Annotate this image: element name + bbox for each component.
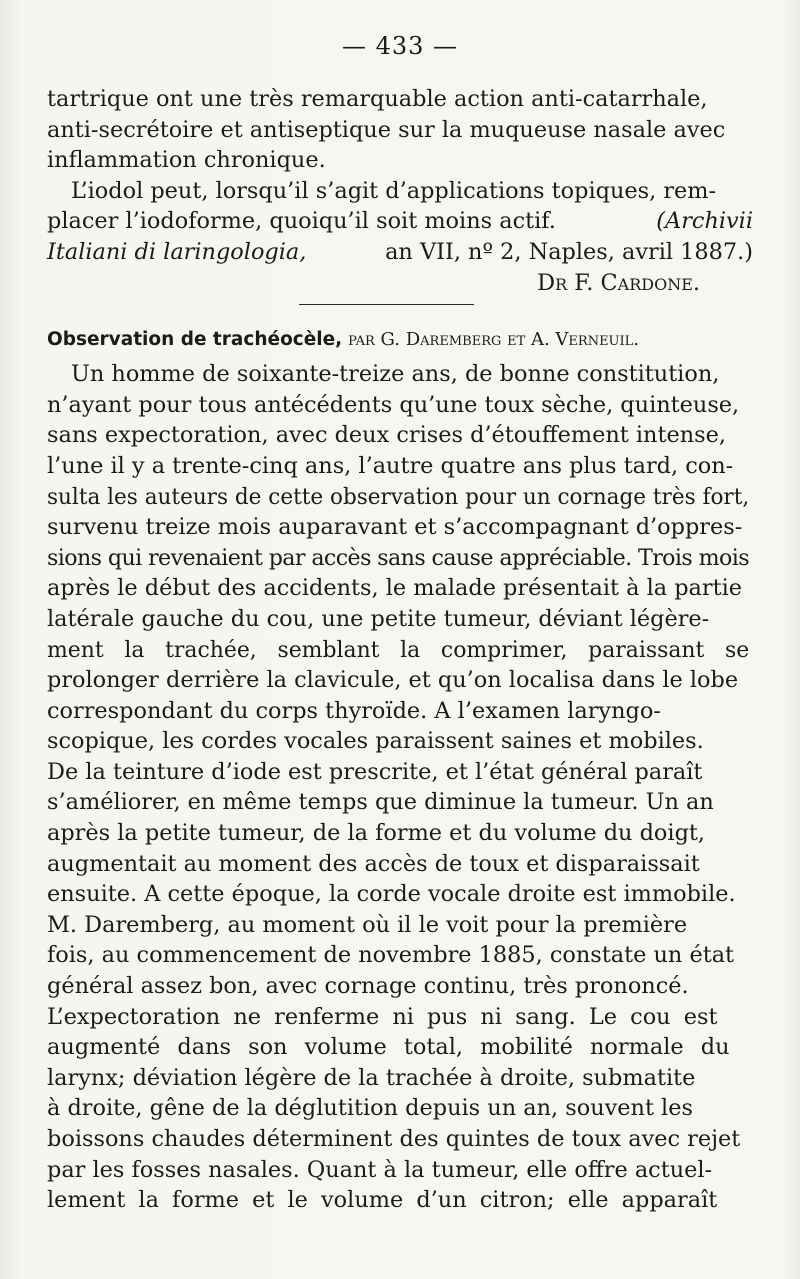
text-line — [47, 1002, 753, 1033]
text-line-content: lement la forme et le volume d’un citron; elle apparaît — [47, 1187, 718, 1214]
text-line-content: L’iodol peut, lorsqu’il s’agit d’applications topiques, rem- — [71, 177, 717, 204]
text-line-content: inflammation chronique. — [47, 147, 326, 174]
text-line-content: l’une il y a trente-cinq ans, l’autre quatre ans plus tard, con- — [47, 452, 734, 479]
text-line — [47, 206, 753, 237]
text-line — [47, 543, 753, 574]
text-line — [47, 910, 753, 941]
text-line — [47, 145, 753, 176]
text-line-content: scopique, les cordes vocales paraissent saines et mobiles. — [47, 728, 704, 755]
text-line — [47, 665, 753, 696]
text-line — [47, 1063, 753, 1094]
text-line — [47, 390, 753, 421]
text-line — [47, 696, 753, 727]
text-line-content: s’améliorer, en même temps que diminue la tumeur. Un an — [47, 789, 714, 816]
text-line — [47, 940, 753, 971]
text-line-content: De la teinture d’iode est prescrite, et l’état général paraît — [47, 758, 703, 785]
text-line-content: larynx; déviation légère de la trachée à droite, submatite — [47, 1064, 696, 1091]
text-line — [47, 1093, 753, 1124]
page-body — [47, 84, 753, 1216]
section-divider — [299, 304, 474, 305]
text-line — [47, 512, 753, 543]
text-line-content: survenu treize mois auparavant et s’accompagnant d’oppres- — [47, 514, 743, 541]
text-line — [47, 84, 753, 115]
text-line — [47, 420, 753, 451]
journal-title-part: Italiani di laringologia, — [47, 238, 307, 265]
text-line-content: sans expectoration, avec deux crises d’étouffement intense, — [47, 422, 726, 449]
text-line-content: placer l’iodoforme, quoiqu’il soit moins actif. — [47, 208, 556, 235]
text-line-content: par les fosses nasales. Quant à la tumeur, elle offre actuel- — [47, 1156, 713, 1183]
article-authors: par G. Daremberg et A. Verneuil. — [348, 329, 639, 351]
article-body — [47, 359, 753, 1216]
text-line — [47, 237, 753, 268]
text-line — [47, 482, 753, 513]
text-line — [47, 635, 753, 666]
text-line — [47, 1124, 753, 1155]
text-line — [47, 176, 753, 207]
text-line — [47, 1185, 753, 1216]
text-line-content: correspondant du corps thyroïde. A l’examen laryngo- — [47, 697, 661, 724]
text-line-content: après le début des accidents, le malade présentait à la partie — [47, 575, 743, 602]
text-line-content: augmenté dans son volume total, mobilité normale du — [47, 1034, 730, 1061]
text-line — [47, 115, 753, 146]
text-line-content: prolonger derrière la clavicule, et qu’on localisa dans le lobe — [47, 667, 739, 694]
text-line-content: boissons chaudes déterminent des quintes de toux avec rejet — [47, 1126, 741, 1152]
page-number: — 433 — — [341, 32, 459, 60]
text-line — [47, 573, 753, 604]
text-line — [47, 1032, 753, 1063]
text-line-content: anti-secrétoire et antiseptique sur la muqueuse nasale avec — [47, 116, 726, 143]
text-line — [47, 359, 753, 390]
text-line-content: ment la trachée, semblant la comprimer, paraissant se — [47, 636, 750, 663]
text-line — [47, 849, 753, 880]
article-title: Observation de trachéocèle, — [47, 329, 343, 351]
text-line — [47, 787, 753, 818]
text-line-content: M. Daremberg, au moment où il le voit pour la première — [47, 911, 688, 938]
signature-line — [47, 268, 753, 299]
previous-article-continuation — [47, 84, 753, 298]
text-line-content: après la petite tumeur, de la forme et du volume du doigt, — [47, 820, 706, 847]
text-line — [47, 818, 753, 849]
text-line — [47, 971, 753, 1002]
text-line-content: fois, au commencement de novembre 1885, constate un état — [47, 942, 735, 969]
text-line-content: n’ayant pour tous antécédents qu’une toux sèche, quinteuse, — [47, 391, 740, 418]
author-signature: Dr F. Cardone. — [537, 269, 700, 296]
text-line-content: à droite, gêne de la déglutition depuis un an, souvent les — [47, 1095, 693, 1122]
article-heading — [47, 325, 753, 355]
text-line — [47, 1155, 753, 1186]
text-line — [47, 757, 753, 788]
text-line-content: sulta les auteurs de cette observation pour un cornage très fort, — [47, 483, 750, 510]
text-line — [47, 451, 753, 482]
text-line-content: L’expectoration ne renferme ni pus ni sang. Le cou est — [47, 1003, 718, 1030]
citation-details: an VII, nº 2, Naples, avril 1887.) — [385, 238, 753, 265]
text-line-content: ensuite. A cette époque, la corde vocale droite est immobile. — [47, 881, 736, 908]
text-line-content: tartrique ont une très remarquable action anti-catarrhale, — [47, 86, 708, 112]
journal-title-part: (Archivii — [656, 208, 753, 235]
text-line-content: général assez bon, avec cornage continu, très prononcé. — [47, 973, 689, 1000]
text-line-content: augmentait au moment des accès de toux et disparaissait — [47, 850, 700, 877]
text-line — [47, 604, 753, 635]
text-line-content: sions qui revenaient par accès sans cause appréciable. Trois mois — [47, 544, 750, 571]
text-line-content: latérale gauche du cou, une petite tumeur, déviant légère- — [47, 605, 710, 632]
text-line-content: Un homme de soixante-treize ans, de bonne constitution, — [71, 361, 720, 388]
text-line — [47, 726, 753, 757]
text-line — [47, 879, 753, 910]
